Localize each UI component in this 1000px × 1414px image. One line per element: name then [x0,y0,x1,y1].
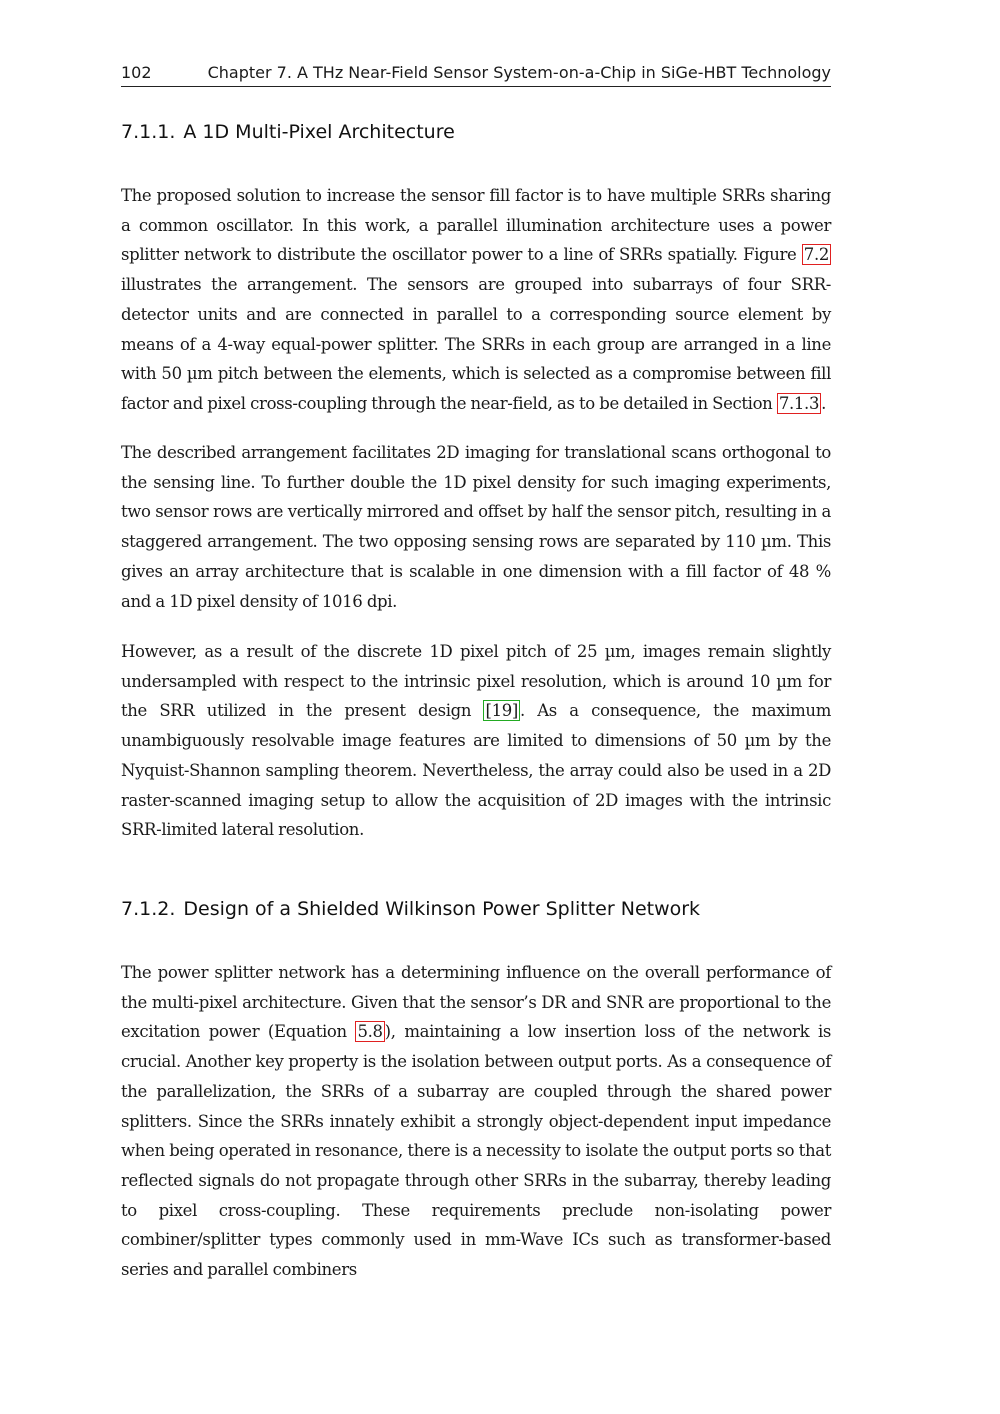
citation-link[interactable]: [19] [485,701,518,721]
section-heading-7-1-2 [121,897,700,921]
section-reference-link[interactable]: 7.1.3 [778,393,820,413]
figure-reference-link[interactable]: 7.2 [803,245,829,265]
paragraph-text: The power splitter network has a determining influence on the overall performance of the multi-pixel architecture. Given that the sensor’s DR and SNR are proportional to the excitation power (Equation [121,963,831,1042]
page-number: 102 [121,63,152,82]
paragraph-text: illustrates the arrangement. The sensors are grouped into subarrays of four SRR-detector units and are connected in parallel to a corresponding source element by means of a 4-way equal-power splitter. The SRRs in each group are arranged in a line with 50 µm pitch between the elements, which is selected as a compromise between fill factor and pixel cross-coupling through the near-field, as to be detailed in Section [121,275,831,413]
paragraph-text: ), maintaining a low insertion loss of the network is crucial. Another key property is the isolation between output ports. As a consequence of the parallelization, the SRRs of a subarray are coupled through the shared power splitters. Since the SRRs innately exhibit a strongly object-dependent input impedance when being operated in resonance, there is a necessity to isolate the output ports so that reflected signals do not propagate through other SRRs in the subarray, thereby leading to pixel cross-coupling. These requirements preclude non-isolating power combiner/splitter types commonly used in mm-Wave ICs such as transformer-based series and parallel combiners [121,1022,831,1280]
paragraph-text: . As a consequence, the maximum unambiguously resolvable image features are limited to dimensions of 50 µm by the Nyquist-Shannon sampling theorem. Nevertheless, the array could also be used in a 2D raster-scanned imaging setup to allow the acquisition of 2D images with the intrinsic SRR-limited lateral resolution. [121,701,831,840]
paragraph-text: However, as a result of the discrete 1D pixel pitch of 25 µm, images remain slightly undersampled with respect to the intrinsic pixel resolution, which is around 10 µm for the SRR utilized in the present design [121,642,831,721]
section-heading-7-1-1 [121,120,455,144]
paragraph-text: The proposed solution to increase the sensor fill factor is to have multiple SRRs sharing a common oscillator. In this work, a parallel illumination architecture uses a power splitter network to distribute the oscillator power to a line of SRRs spatially. Figure [121,186,831,265]
section-title: A 1D Multi-Pixel Architecture [183,121,455,143]
paragraph [121,958,831,1285]
paragraph-text: . [821,393,826,413]
paragraph: The described arrangement facilitates 2D imaging for translational scans orthogonal to the sensing line. To further double the 1D pixel density for such imaging experiments, two sensor rows are vertically mirrored and offset by half the sensor pitch, resulting in a staggered arrangement. The two opposing sensing rows are separated by 110 µm. This gives an array architecture that is scalable in one dimension with a fill factor of 48 % and a 1D pixel density of 1016 dpi. [121,443,831,611]
equation-reference-link[interactable]: 5.8 [357,1022,383,1042]
chapter-title: Chapter 7. A THz Near-Field Sensor System-on-a-Chip in SiGe-HBT Technology [207,63,831,82]
section-number: 7.1.1. [121,121,176,143]
section-title: Design of a Shielded Wilkinson Power Splitter Network [183,898,701,920]
running-header [121,62,831,87]
paragraph [121,637,831,845]
paragraph [121,181,831,419]
section-number: 7.1.2. [121,898,176,920]
